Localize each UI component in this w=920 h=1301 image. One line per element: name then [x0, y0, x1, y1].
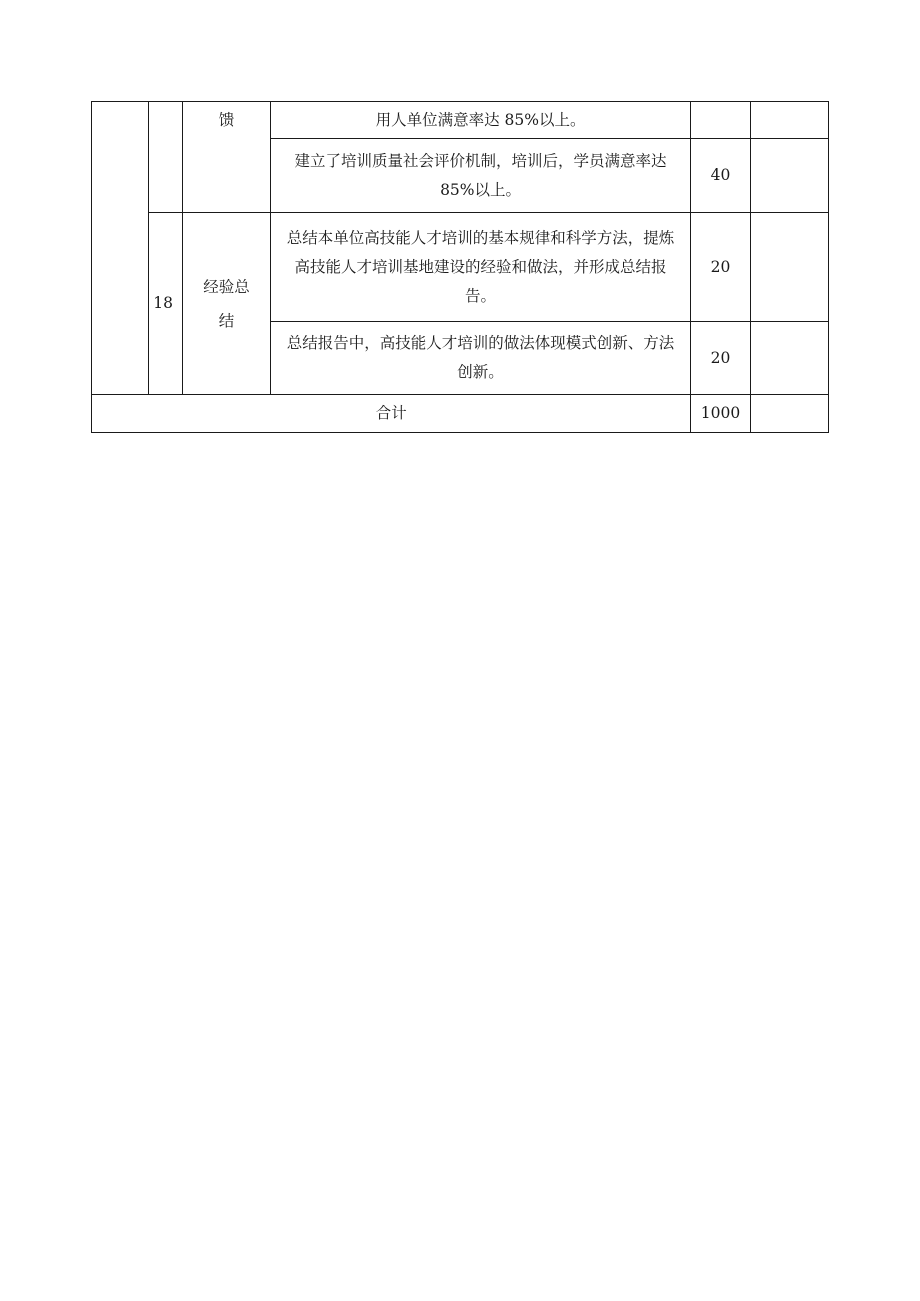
total-points: 1000 [691, 395, 750, 433]
points-cell: 20 [691, 213, 750, 322]
criterion-text: 总结报告中，高技能人才培训的做法体现模式创新、方法创新。 [270, 322, 691, 395]
points-cell: 40 [691, 139, 750, 213]
table-row [92, 213, 829, 322]
criterion-text: 总结本单位高技能人才培训的基本规律和科学方法，提炼高技能人才培训基地建设的经验和做法，并形成总结报告。 [270, 213, 691, 322]
result-cell [750, 139, 828, 213]
number-cell [149, 102, 183, 213]
points-cell: 20 [691, 322, 750, 395]
number-cell: 18 [149, 213, 183, 395]
result-cell [750, 395, 828, 433]
result-cell [750, 102, 828, 139]
total-row [92, 395, 829, 433]
points-cell [691, 102, 750, 139]
item-name-cell [183, 213, 270, 395]
category-cell [92, 102, 149, 395]
result-cell [750, 213, 828, 322]
item-name-cell: 馈 [183, 102, 270, 213]
table-row [92, 102, 829, 139]
total-label: 合计 [92, 395, 691, 433]
criterion-text: 建立了培训质量社会评价机制，培训后，学员满意率达 85%以上。 [270, 139, 691, 213]
item-name-text: 经验总结 [203, 277, 250, 330]
criterion-text: 用人单位满意率达 85%以上。 [270, 102, 691, 139]
scoring-table [91, 101, 829, 433]
result-cell [750, 322, 828, 395]
